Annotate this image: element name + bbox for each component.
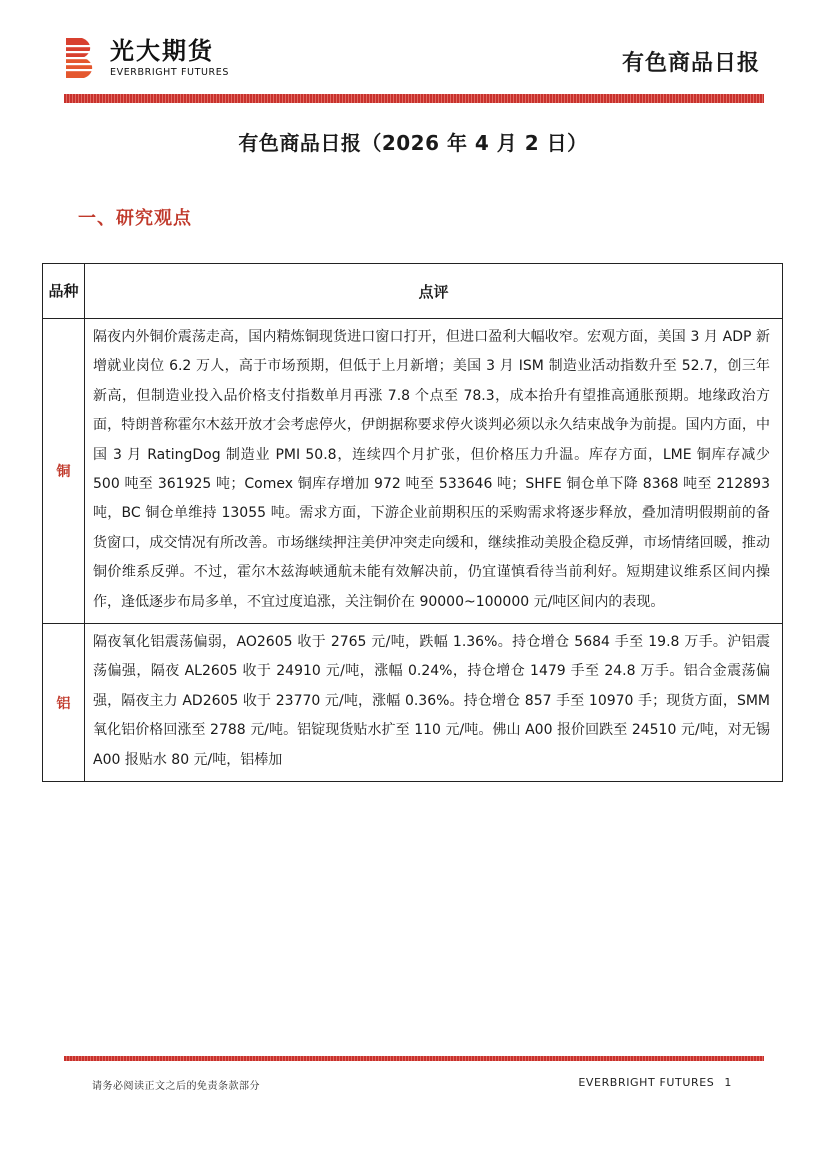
footer-company xyxy=(578,1076,732,1089)
company-logo xyxy=(64,36,236,82)
table-header-row xyxy=(43,264,783,319)
row-category-aluminum: 铝 xyxy=(43,624,85,782)
footer-company-name: EVERBRIGHT FUTURES xyxy=(578,1076,715,1089)
research-views-table-container xyxy=(42,263,784,1062)
footer-divider-bar xyxy=(64,1056,764,1061)
header-comment: 点评 xyxy=(85,264,783,319)
table-row xyxy=(43,319,783,624)
row-category-copper: 铜 xyxy=(43,319,85,624)
disclaimer-note: 请务必阅读正文之后的免责条款部分 xyxy=(92,1081,260,1092)
page-number: 1 xyxy=(724,1076,732,1089)
table-row xyxy=(43,624,783,782)
report-type-title: 有色商品日报 xyxy=(621,51,760,76)
logo-english-name: EVERBRIGHT FUTURES xyxy=(110,67,229,78)
everbright-logo-icon xyxy=(64,36,100,80)
header-divider-bar xyxy=(64,94,764,103)
row-comment-copper: 隔夜内外铜价震荡走高，国内精炼铜现货进口窗口打开，但进口盈利大幅收窄。宏观方面，美国 3 月 ADP 新增就业岗位 6.2 万人，高于市场预期，但低于上月新增；美国 3 月 ISM 制造业活动指数升至 52.7，创三年新高，但制造业投入品价格支付指数单月再涨 7.8 个点至 78.3，成本抬升有望推高通胀预期。地缘政治方面，特朗普称霍尔木兹开放才会考虑停火，伊朗据称要求停火谈判必须以永久结束战争为前提。国内方面，中国 3 月 RatingDog 制造业 PMI 50.8，连续四个月扩张，但价格压力升温。库存方面，LME 铜库存减少 500 吨至 361925 吨；Comex 铜库存增加 972 吨至 533646 吨；SHFE 铜仓单下降 8368 吨至 212893 吨，BC 铜仓单维持 13055 吨。需求方面，下游企业前期积压的采购需求将逐步释放，叠加清明假期前的备货窗口，成交情况有所改善。市场继续押注美伊冲突走向缓和，继续推动美股企稳反弹，市场情绪回暖，推动铜价维系反弹。不过，霍尔木兹海峡通航未能有效解决前，仍宜谨慎看待当前利好。短期建议维系区间内操作，逢低逐步布局多单，不宜过度追涨，关注铜价在 90000~100000 元/吨区间内的表现。 xyxy=(85,319,783,624)
row-comment-aluminum: 隔夜氧化铝震荡偏弱，AO2605 收于 2765 元/吨，跌幅 1.36%。持仓增仓 5684 手至 19.8 万手。沪铝震荡偏强，隔夜 AL2605 收于 24910 元/吨，涨幅 0.24%，持仓增仓 1479 手至 24.8 万手。铝合金震荡偏强，隔夜主力 AD2605 收于 23770 元/吨，涨幅 0.36%。持仓增仓 857 手至 10970 手；现货方面，SMM 氧化铝价格回涨至 2788 元/吨。铝锭现货贴水扩至 110 元/吨。佛山 A00 报价回跌至 24510 元/吨，对无锡 A00 报贴水 80 元/吨，铝棒加 xyxy=(85,624,783,782)
header-category: 品种 xyxy=(43,264,85,319)
research-views-table xyxy=(42,263,783,782)
logo-chinese-name: 光大期货 xyxy=(110,37,214,65)
document-title: 有色商品日报（2026 年 4 月 2 日） xyxy=(238,131,588,155)
section-heading: 一、研究观点 xyxy=(78,208,192,229)
